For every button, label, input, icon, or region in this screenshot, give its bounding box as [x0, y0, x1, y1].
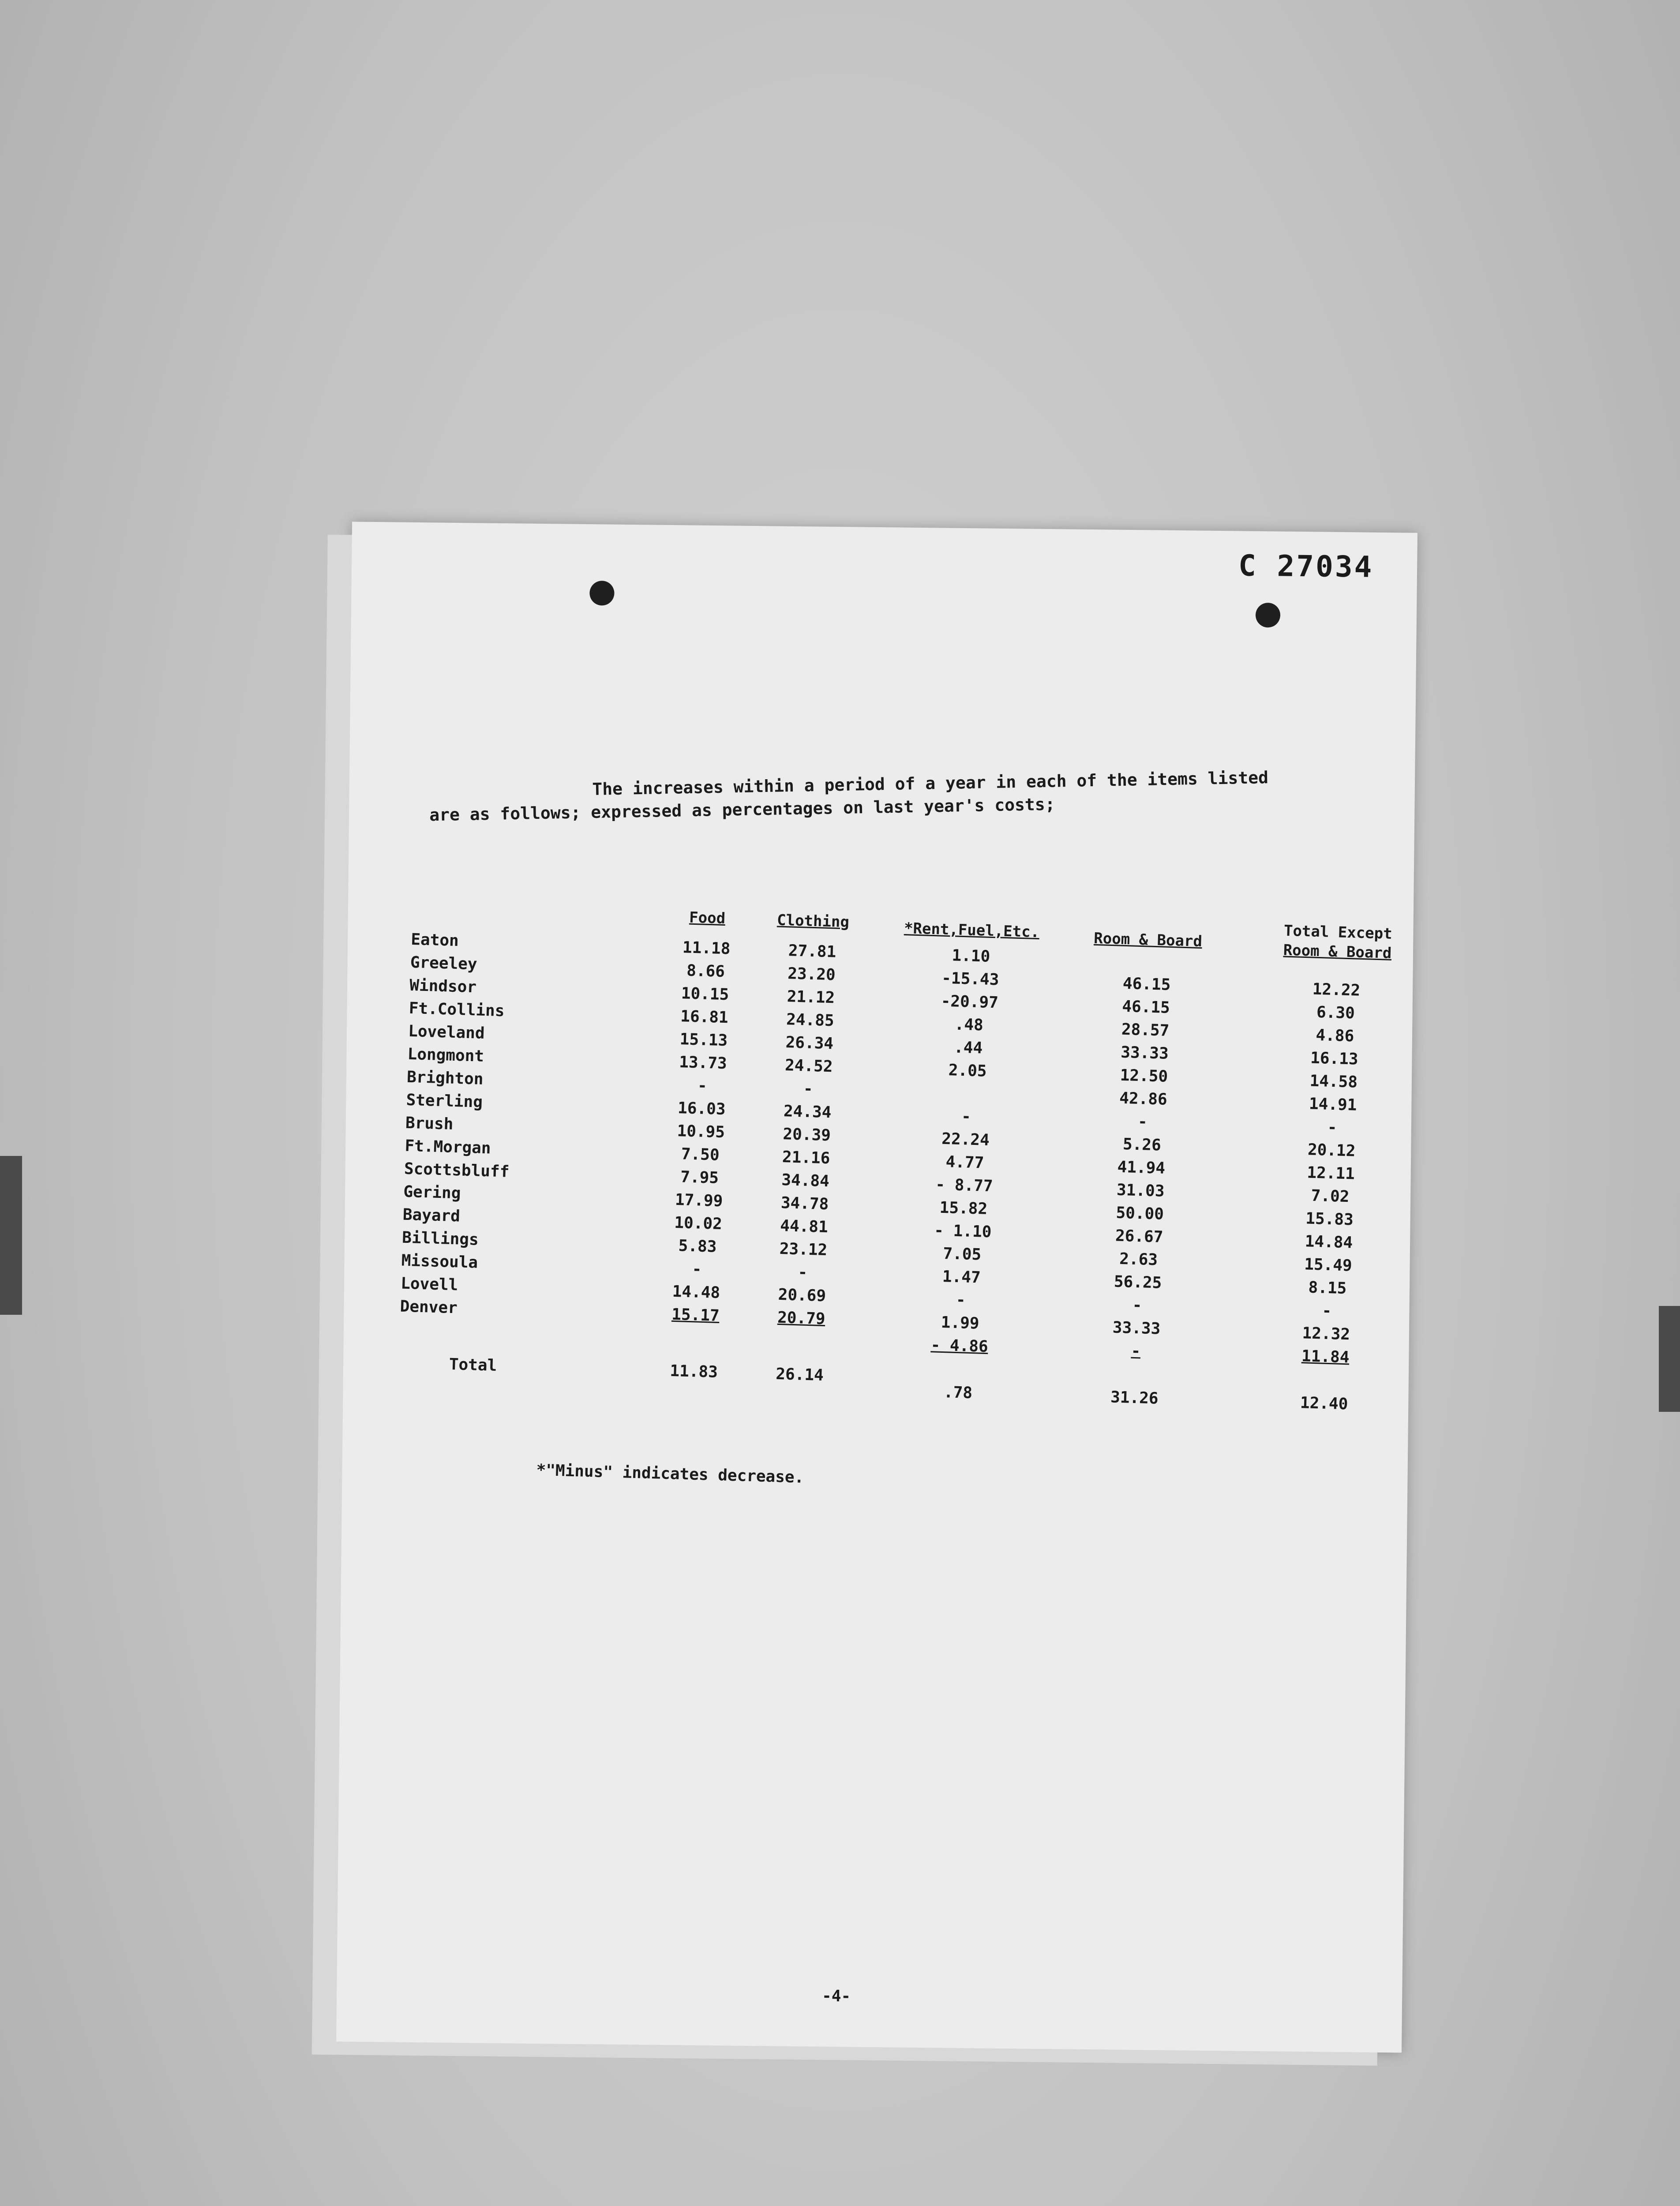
totals-clothing: 26.14: [775, 1365, 824, 1385]
rent-cell: .44: [953, 1038, 983, 1058]
room-cell: 50.00: [1115, 1204, 1164, 1223]
room-cell: 28.57: [1121, 1020, 1170, 1040]
total-cell: 12.22: [1312, 980, 1361, 1000]
footnote: *"Minus" indicates decrease.: [536, 1461, 804, 1487]
room-cell: 56.25: [1114, 1272, 1162, 1292]
header-room-board: Room & Board: [1093, 929, 1203, 951]
rent-cell: 2.05: [948, 1061, 987, 1080]
clothing-cell: 44.81: [780, 1217, 829, 1237]
rent-cell: 1.47: [942, 1267, 981, 1287]
clothing-cell: 20.79: [777, 1308, 826, 1328]
room-cell: [1099, 951, 1196, 954]
room-cell: -: [1137, 1112, 1148, 1131]
archive-number: C 27034: [1238, 548, 1374, 584]
rent-cell: - 8.77: [935, 1175, 994, 1196]
rent-cell: 1.10: [951, 946, 990, 966]
header-total-line-2: Room & Board: [1283, 941, 1392, 962]
punch-hole-right: [1256, 603, 1281, 628]
food-cell: -: [692, 1260, 702, 1279]
rent-cell: 22.24: [941, 1129, 990, 1149]
room-cell: 31.03: [1116, 1181, 1165, 1201]
food-cell: 17.99: [675, 1190, 723, 1211]
clothing-cell: 23.20: [787, 964, 836, 984]
clothing-cell: 34.84: [781, 1171, 830, 1191]
food-cell: 8.66: [686, 961, 725, 981]
header-rent-fuel: *Rent,Fuel,Etc.: [904, 919, 1040, 942]
food-cell: 10.95: [677, 1122, 725, 1142]
rent-cell: 1.99: [941, 1313, 980, 1333]
clothing-cell: 34.78: [780, 1194, 829, 1214]
rent-cell: 7.05: [942, 1244, 982, 1264]
food-cell: 16.81: [680, 1007, 729, 1027]
room-cell: 26.67: [1115, 1227, 1163, 1246]
clothing-cell: -: [798, 1263, 808, 1282]
total-cell: 20.12: [1307, 1141, 1356, 1160]
total-cell: 12.32: [1302, 1324, 1350, 1344]
food-cell: 5.83: [678, 1237, 717, 1256]
totals-label: Total: [449, 1355, 497, 1375]
total-cell: 14.84: [1305, 1232, 1353, 1252]
punch-hole-left: [589, 581, 615, 606]
intro-text: [429, 765, 1330, 827]
rent-cell: - 4.86: [930, 1336, 989, 1356]
total-cell: -: [1321, 1302, 1332, 1321]
header-clothing: Clothing: [776, 911, 850, 931]
totals-total: 12.40: [1300, 1394, 1348, 1414]
room-cell: 33.33: [1112, 1318, 1161, 1338]
room-cell: -: [1132, 1296, 1143, 1315]
city-cell: Gering: [403, 1182, 461, 1203]
document-page: [336, 521, 1418, 2052]
city-cell: Loveland: [408, 1022, 485, 1043]
room-cell: 5.26: [1122, 1135, 1162, 1155]
food-cell: 11.18: [682, 938, 731, 958]
city-cell: Brighton: [406, 1068, 484, 1088]
totals-food: 11.83: [669, 1362, 718, 1381]
clothing-cell: -: [803, 1080, 814, 1099]
food-cell: 10.02: [674, 1213, 723, 1234]
food-cell: 15.13: [679, 1030, 728, 1050]
room-cell: 42.86: [1119, 1089, 1168, 1109]
rent-cell: -: [961, 1107, 971, 1126]
rent-cell: 15.82: [939, 1198, 988, 1218]
city-cell: Denver: [400, 1297, 458, 1317]
intro-line-1: The increases within a period of a year in each of the items listed: [592, 768, 1269, 799]
totals-room: 31.26: [1110, 1388, 1159, 1408]
city-cell: Bayard: [402, 1205, 461, 1226]
city-cell: Missoula: [401, 1251, 478, 1272]
header-total-line-1: Total Except: [1283, 922, 1393, 943]
clothing-cell: 27.81: [788, 942, 836, 961]
total-cell: 16.13: [1310, 1049, 1359, 1069]
city-cell: Ft.Collins: [409, 999, 505, 1020]
clothing-cell: 23.12: [779, 1239, 828, 1260]
room-cell: 46.15: [1121, 997, 1170, 1017]
totals-rent: .78: [943, 1383, 973, 1403]
city-cell: Longmont: [407, 1045, 484, 1065]
room-cell: 12.50: [1120, 1066, 1168, 1086]
total-cell: 15.83: [1305, 1209, 1354, 1229]
room-cell: -: [1131, 1342, 1141, 1361]
room-cell: 2.63: [1119, 1249, 1158, 1269]
city-cell: Lovell: [400, 1274, 458, 1294]
total-cell: 6.30: [1316, 1003, 1355, 1023]
rent-cell: - 1.10: [934, 1221, 992, 1242]
clothing-cell: 24.85: [786, 1010, 835, 1030]
left-edge-tab: [0, 1156, 22, 1315]
room-cell: 33.33: [1120, 1043, 1169, 1063]
city-cell: Billings: [401, 1228, 479, 1249]
total-cell: 14.91: [1309, 1095, 1358, 1114]
city-cell: Eaton: [410, 930, 459, 950]
food-cell: 7.95: [680, 1168, 719, 1187]
food-cell: 13.73: [679, 1053, 728, 1073]
total-cell: 8.15: [1308, 1278, 1347, 1298]
city-cell: Windsor: [409, 976, 477, 997]
page-number: -4-: [821, 1987, 851, 2006]
total-cell: 14.58: [1309, 1072, 1358, 1092]
food-cell: 7.50: [681, 1145, 720, 1164]
clothing-cell: 21.12: [787, 987, 835, 1007]
total-cell: 4.86: [1315, 1026, 1354, 1046]
city-cell: Ft.Morgan: [404, 1137, 491, 1158]
city-cell: Greeley: [410, 953, 478, 974]
rent-cell: 4.77: [945, 1153, 984, 1172]
city-cell: Brush: [405, 1114, 454, 1133]
clothing-cell: 24.34: [783, 1102, 832, 1122]
food-cell: 14.48: [672, 1282, 720, 1302]
food-cell: -: [697, 1077, 708, 1095]
total-cell: 15.49: [1304, 1255, 1353, 1275]
clothing-cell: 21.16: [782, 1148, 830, 1168]
header-food: Food: [689, 908, 726, 927]
total-cell: 12.11: [1306, 1163, 1355, 1183]
total-cell: 11.84: [1301, 1347, 1350, 1367]
rent-cell: -: [956, 1291, 966, 1309]
city-cell: Sterling: [406, 1091, 483, 1111]
total-cell: 7.02: [1311, 1186, 1350, 1206]
room-cell: 41.94: [1117, 1158, 1166, 1178]
clothing-cell: 24.52: [784, 1056, 833, 1076]
room-cell: 46.15: [1122, 974, 1171, 994]
clothing-cell: 20.69: [778, 1285, 826, 1306]
intro-line-2: are as follows; expressed as percentages on last year's costs;: [429, 794, 1055, 825]
total-cell: -: [1327, 1118, 1338, 1137]
city-cell: Scottsbluff: [404, 1159, 510, 1181]
right-edge-tab: [1659, 1306, 1680, 1412]
food-cell: 10.15: [681, 984, 729, 1004]
rent-cell: -15.43: [941, 969, 999, 989]
cost-increase-table: [400, 900, 1393, 1414]
food-cell: 16.03: [677, 1099, 726, 1119]
rent-cell: .48: [954, 1015, 984, 1035]
rent-cell: -20.97: [941, 992, 999, 1012]
food-cell: 15.17: [671, 1305, 720, 1325]
clothing-cell: 26.34: [785, 1033, 834, 1053]
clothing-cell: 20.39: [782, 1125, 831, 1145]
